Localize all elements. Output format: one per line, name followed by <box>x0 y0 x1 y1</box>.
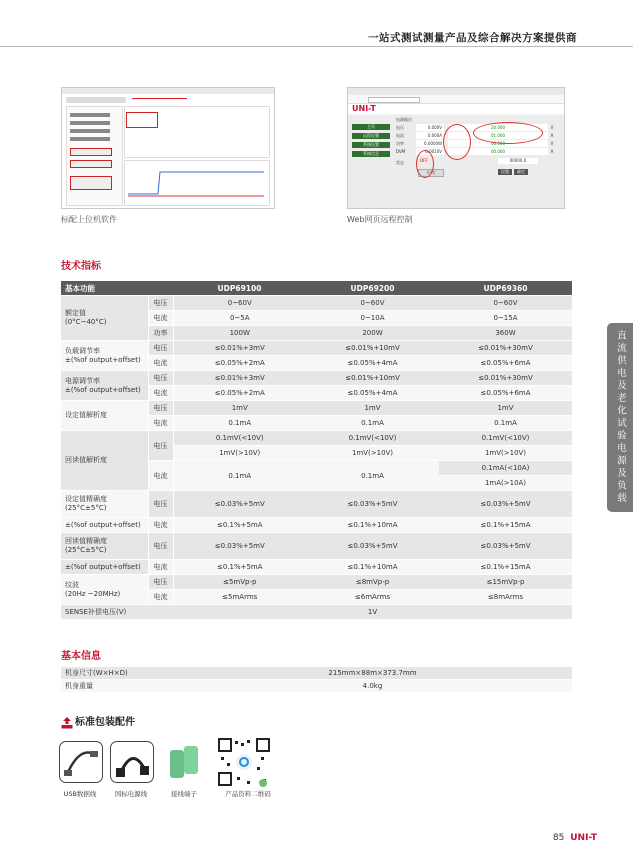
spec-row-label: 回读值解析度 <box>61 431 148 491</box>
header-divider <box>0 46 633 47</box>
web-control-caption: Web网页远程控制 <box>347 215 413 224</box>
web-ok-button[interactable]: 确定 <box>514 169 528 175</box>
spec-cell: 1mV <box>439 401 572 416</box>
host-software-caption: 标配上位机软件 <box>61 215 117 224</box>
page-number: 85 <box>552 833 565 843</box>
spec-sub: 电流 <box>148 416 173 431</box>
spec-cell: ≤0.1%+15mA <box>439 518 572 533</box>
spec-cell: ≤0.1%+10mA <box>306 518 439 533</box>
web-panel-title: 电源输出 <box>396 117 412 122</box>
spec-cell: 0.1mA <box>439 416 572 431</box>
accessory-label: 国标电源线 <box>114 790 148 798</box>
spec-cell: ≤0.05%+4mA <box>306 386 439 401</box>
spec-cell: 1mV(>10V) <box>173 446 306 461</box>
spec-cell: 0~60V <box>173 296 306 311</box>
spec-row-label: 纹波 (20Hz ~20MHz) <box>61 575 148 605</box>
web-row-label: 电压 <box>396 125 404 130</box>
web-state-label: 状态 <box>396 160 404 165</box>
spec-cell: ≤0.03%+5mV <box>306 533 439 560</box>
spec-cell: 0.1mA <box>173 416 306 431</box>
spec-cell: ≤0.01%+3mV <box>173 341 306 356</box>
web-row-unit: A <box>550 149 554 154</box>
web-row-value: 0.0010V <box>416 148 444 155</box>
spec-cell: ≤0.01%+10mV <box>306 371 439 386</box>
web-nav-button[interactable]: 远程设置 <box>352 133 390 139</box>
spec-cell: ≤6mArms <box>306 590 439 605</box>
basic-section-title: 基本信息 <box>61 651 101 662</box>
web-row-value: 0.000A <box>416 132 444 139</box>
web-row-label: DVM <box>396 149 406 154</box>
basic-label: 机身尺寸(W×H×D) <box>61 667 173 680</box>
footer-brand-logo: UNI-T <box>570 833 597 843</box>
web-logo: UNI-T <box>352 104 376 113</box>
web-row-set[interactable]: 01.000 <box>448 132 548 139</box>
spec-cell: ≤0.03%+5mV <box>173 533 306 560</box>
web-nav-button[interactable]: 系统信息 <box>352 151 390 157</box>
spec-cell: 0.1mV(<10V) <box>173 431 306 446</box>
spec-cell: 0~60V <box>306 296 439 311</box>
web-row-set[interactable]: 20.000 <box>448 124 548 131</box>
spec-cell: 0~5A <box>173 311 306 326</box>
web-onoff-button[interactable]: 开/关 <box>418 169 444 177</box>
spec-cell: 0.1mV(<10V) <box>306 431 439 446</box>
spec-sub: 电压 <box>148 575 173 590</box>
spec-row-label: ±(%of output+offset) <box>61 560 148 575</box>
spec-header-feature: 基本功能 <box>61 281 173 296</box>
spec-cell: 100W <box>173 326 306 341</box>
spec-cell: ≤8mArms <box>439 590 572 605</box>
spec-cell: 1mV(>10V) <box>306 446 439 461</box>
web-row-unit: A <box>550 133 554 138</box>
spec-cell: 0.1mV(<10V) <box>439 431 572 446</box>
spec-row-label: 电源调节率 ±(%of output+offset) <box>61 371 148 401</box>
spec-header-row <box>61 281 572 296</box>
spec-cell: ≤0.05%+6mA <box>439 356 572 371</box>
annotation-ellipse <box>416 150 434 178</box>
web-control-screenshot <box>347 87 565 209</box>
accessory-label: USB数据线 <box>63 790 97 798</box>
spec-cell: ≤0.01%+3mV <box>173 371 306 386</box>
spec-sub: 电流 <box>148 590 173 605</box>
spec-sub: 电流 <box>148 560 173 575</box>
web-row-label: 电流 <box>396 133 404 138</box>
web-nav-button[interactable]: 主页 <box>352 124 390 130</box>
web-state-value: OFF <box>420 158 428 163</box>
host-software-screenshot <box>61 87 275 209</box>
spec-sub: 电压 <box>148 371 173 386</box>
web-row-set[interactable]: 00.000 <box>448 148 548 155</box>
spec-cell: ≤8mVp-p <box>306 575 439 590</box>
spec-cell: ≤15mVp-p <box>439 575 572 590</box>
web-row-set[interactable]: 00.000 <box>448 140 548 147</box>
spec-cell: ≤5mVp-p <box>173 575 306 590</box>
basic-info-table <box>61 667 572 693</box>
basic-label: 机身重量 <box>61 680 173 693</box>
web-nav-button[interactable]: 系统设置 <box>352 142 390 148</box>
header-title: 一站式测试测量产品及综合解决方案提供商 <box>368 32 577 44</box>
spec-sub: 电流 <box>148 518 173 533</box>
page-footer <box>553 833 597 843</box>
basic-value: 4.0kg <box>173 680 572 693</box>
category-side-tab: 直流供电及老化试验电源及负载 <box>607 323 633 512</box>
spec-header-model: UDP69100 <box>173 281 306 296</box>
spec-sub: 电压 <box>148 431 173 461</box>
spec-cell: 200W <box>306 326 439 341</box>
spec-cell: ≤0.03%+5mV <box>173 491 306 518</box>
spec-row-label: 负载调节率 ±(%of output+offset) <box>61 341 148 371</box>
web-extra-value: 00000.0 <box>498 158 538 164</box>
spec-sub: 电流 <box>148 461 173 491</box>
spec-cell: ≤0.05%+2mA <box>173 386 306 401</box>
spec-sub: 电流 <box>148 311 173 326</box>
spec-row-label: 回读值精确度 (25°C±5°C) <box>61 533 148 560</box>
spec-row-label: SENSE补偿电压(V) <box>61 605 173 620</box>
spec-cell: ≤0.1%+5mA <box>173 560 306 575</box>
accessory-label: 产品资料二维码 <box>225 790 271 798</box>
spec-cell: 0~10A <box>306 311 439 326</box>
spec-header-model: UDP69200 <box>306 281 439 296</box>
web-row-label: 功率 <box>396 141 404 146</box>
spec-cell: ≤0.03%+5mV <box>306 491 439 518</box>
spec-table <box>61 281 572 620</box>
accessory-label: 接线端子 <box>171 790 197 798</box>
spec-row-label: 设定值解析度 <box>61 401 148 431</box>
product-qr-code[interactable] <box>217 737 271 787</box>
spec-cell: 0.1mA <box>306 416 439 431</box>
web-set-button[interactable]: 设置 <box>498 169 512 175</box>
terminal-connectors-image <box>163 741 207 783</box>
spec-cell: ≤0.1%+10mA <box>306 560 439 575</box>
spec-cell: 360W <box>439 326 572 341</box>
spec-cell: 1mV <box>173 401 306 416</box>
spec-sub: 电压 <box>148 296 173 311</box>
spec-sub: 电压 <box>148 341 173 356</box>
spec-row-label: 额定值 (0°C~40°C) <box>61 296 148 341</box>
power-cord-image <box>110 741 154 783</box>
spec-sub: 电压 <box>148 401 173 416</box>
annotation-ellipse <box>473 122 543 144</box>
spec-cell: ≤0.05%+6mA <box>439 386 572 401</box>
spec-sub: 电压 <box>148 533 173 560</box>
spec-sub: 电压 <box>148 491 173 518</box>
annotation-ellipse <box>443 124 471 160</box>
spec-cell: 1mV(>10V) <box>439 446 572 461</box>
spec-sub: 功率 <box>148 326 173 341</box>
spec-cell: 0.1mA(<10A) <box>439 461 572 476</box>
spec-header-model: UDP69360 <box>439 281 572 296</box>
spec-cell: ≤0.05%+4mA <box>306 356 439 371</box>
spec-cell: ≤5mArms <box>173 590 306 605</box>
spec-cell: 0.1mA <box>306 461 439 491</box>
waveform-chart-icon <box>128 164 264 200</box>
spec-cell: ≤0.01%+10mV <box>306 341 439 356</box>
usb-cable-image <box>59 741 103 783</box>
spec-cell: 1mV <box>306 401 439 416</box>
web-row-unit: V <box>550 141 554 146</box>
spec-sub: 电流 <box>148 386 173 401</box>
accessories-section-title: 标准包装配件 <box>75 717 135 728</box>
spec-cell: 1V <box>173 605 572 620</box>
spec-row-label: ±(%of output+offset) <box>61 518 148 533</box>
web-row-value: 0.000V <box>416 124 444 131</box>
web-row-unit: V <box>550 125 554 130</box>
spec-cell: ≤0.1%+15mA <box>439 560 572 575</box>
spec-cell: 0~60V <box>439 296 572 311</box>
spec-cell: ≤0.03%+5mV <box>439 491 572 518</box>
basic-value: 215mm×88m×373.7mm <box>173 667 572 680</box>
spec-row-label: 设定值精确度 (25°C±5°C) <box>61 491 148 518</box>
spec-cell: 1mA(>10A) <box>439 476 572 491</box>
package-icon <box>61 714 73 726</box>
spec-section-title: 技术指标 <box>61 261 101 272</box>
spec-cell: ≤0.05%+2mA <box>173 356 306 371</box>
spec-cell: 0~15A <box>439 311 572 326</box>
spec-cell: ≤0.03%+5mV <box>439 533 572 560</box>
spec-cell: ≤0.1%+5mA <box>173 518 306 533</box>
spec-cell: ≤0.01%+30mV <box>439 341 572 356</box>
web-row-value: 0.0000W <box>416 140 444 147</box>
web-output-row <box>396 140 556 147</box>
spec-cell: ≤0.01%+30mV <box>439 371 572 386</box>
spec-sub: 电流 <box>148 356 173 371</box>
spec-cell: 0.1mA <box>173 461 306 491</box>
